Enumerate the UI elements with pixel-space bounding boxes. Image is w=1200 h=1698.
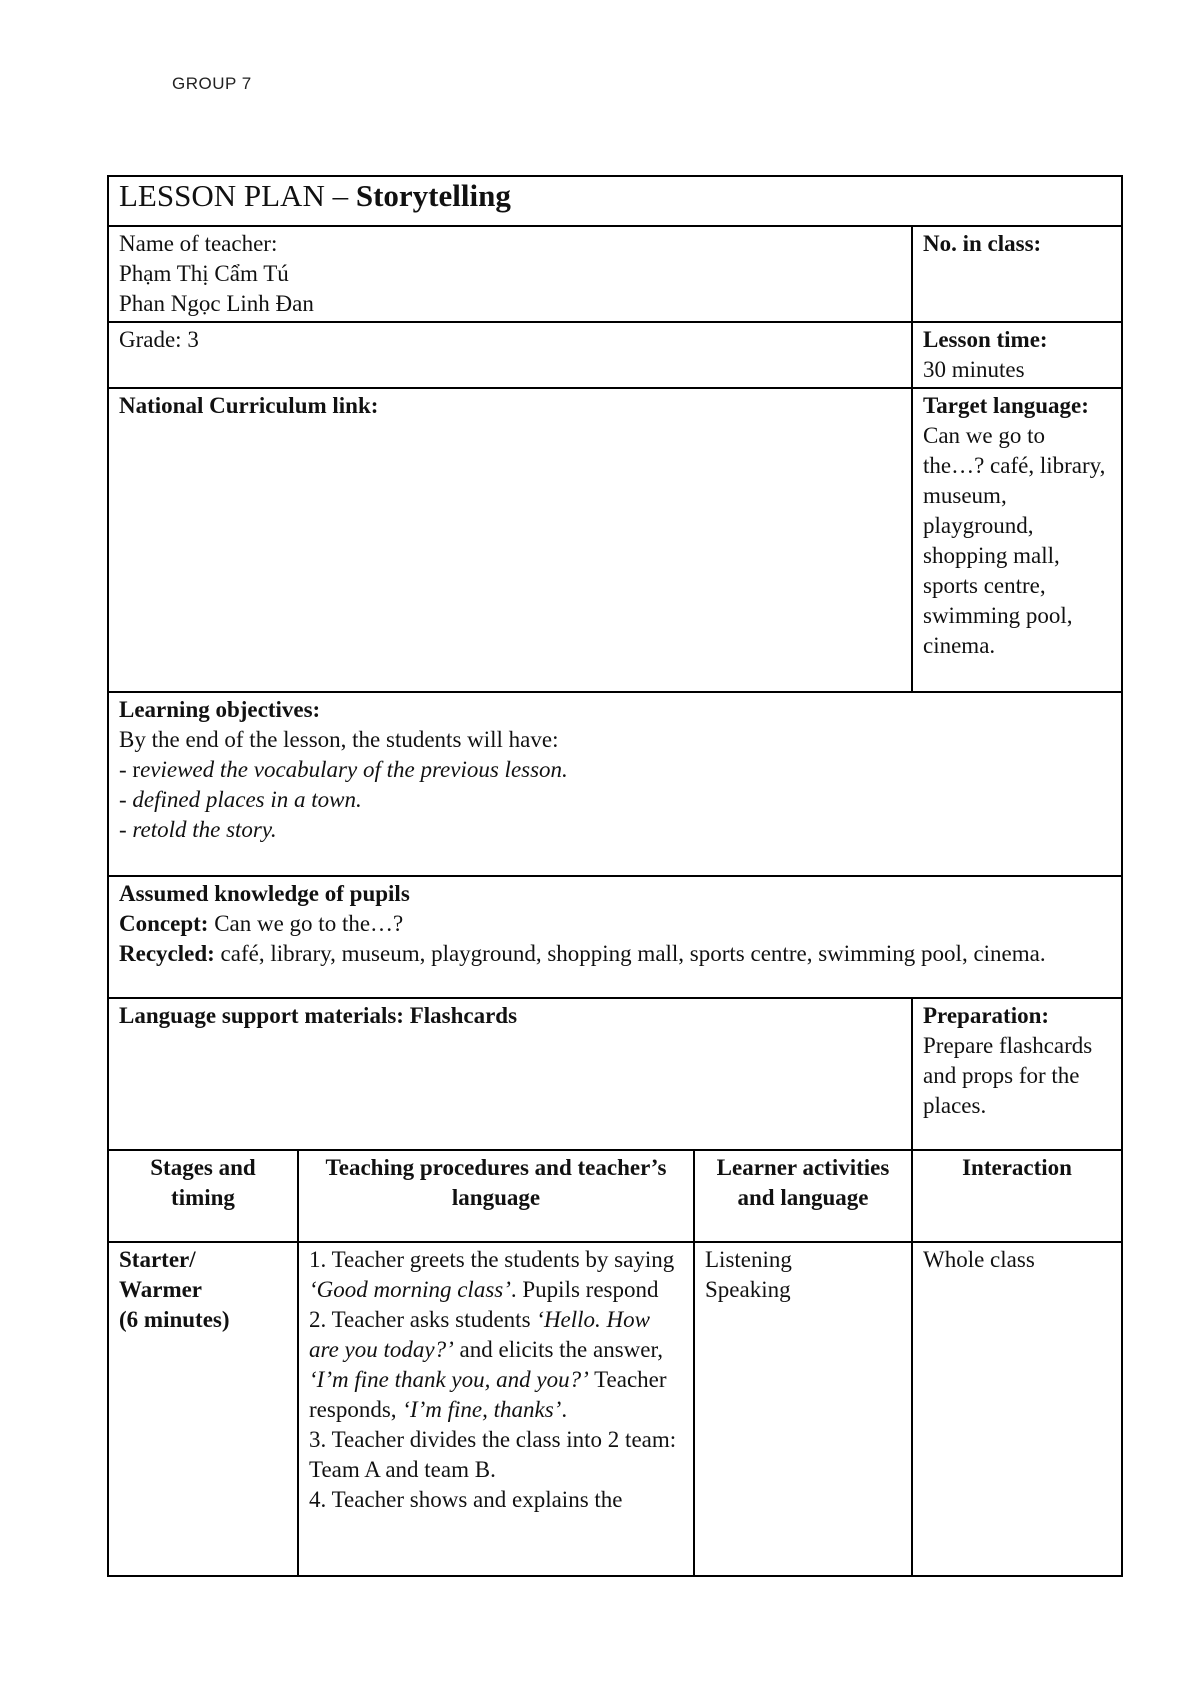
preparation-text: Prepare flashcards and props for the places. <box>923 1033 1093 1118</box>
title-row <box>108 176 1122 226</box>
learner-activity: Speaking <box>705 1277 791 1302</box>
recycled-text: café, library, museum, playground, shopping mall, sports centre, swimming pool, cinema. <box>214 941 1046 966</box>
lesson-time-label: Lesson time: <box>923 327 1048 352</box>
starter-procedures-cell <box>298 1242 694 1576</box>
procedure-step-2 <box>309 1305 683 1425</box>
procedure-text: Teacher responds, <box>309 1367 667 1422</box>
header-stages: Stages and timing <box>108 1150 298 1242</box>
teacher-cell <box>108 226 912 322</box>
curriculum-row <box>108 388 1122 692</box>
target-language-label: Target language: <box>923 393 1089 418</box>
stage-line: Starter/ <box>119 1247 196 1272</box>
objective-item: - retold the story. <box>119 817 277 842</box>
curriculum-label: National Curriculum link: <box>119 393 379 418</box>
objective-text: eviewed the vocabulary of the previous lesson. <box>140 757 568 782</box>
stage-line: (6 minutes) <box>119 1307 230 1332</box>
objective-dash: - r <box>119 757 141 782</box>
procedure-step-3: 3. Teacher divides the class into 2 team: Team A and team B. <box>309 1427 677 1482</box>
starter-row <box>108 1242 1122 1576</box>
objectives-label: Learning objectives: <box>119 697 321 722</box>
header-learner: Learner activities and language <box>694 1150 912 1242</box>
preparation-label: Preparation: <box>923 1003 1050 1028</box>
objectives-row <box>108 692 1122 876</box>
starter-interaction-cell <box>912 1242 1122 1576</box>
objective-item <box>119 755 1111 785</box>
procedure-text: . Pupils respond <box>510 1277 659 1302</box>
target-language-text: Can we go to the…? café, library, museum, playground, shopping mall, sports centre, swimming pool, cinema. <box>923 423 1106 658</box>
procedure-quote: ‘Good morning class’ <box>309 1277 511 1302</box>
grade-cell <box>108 322 912 388</box>
interaction-text: Whole class <box>923 1247 1035 1272</box>
procedure-text: . <box>561 1397 568 1422</box>
concept-text: Can we go to the…? <box>208 911 404 936</box>
class-no-cell <box>912 226 1122 322</box>
lesson-time-value: 30 minutes <box>923 357 1025 382</box>
objective-item: - defined places in a town. <box>119 787 362 812</box>
concept-label: Concept: <box>119 911 209 936</box>
concept-line <box>119 909 1111 939</box>
procedure-text: 1. Teacher greets the students by saying <box>309 1247 675 1272</box>
curriculum-cell <box>108 388 912 692</box>
procedure-quote: ‘I’m fine thank you, and you?’ <box>309 1367 589 1392</box>
objectives-cell <box>108 692 1122 876</box>
teacher-row <box>108 226 1122 322</box>
assumed-cell <box>108 876 1122 998</box>
recycled-line <box>119 939 1111 969</box>
materials-label: Language support materials: Flashcards <box>119 1003 518 1028</box>
lesson-plan-table <box>107 175 1123 1577</box>
starter-stage-cell <box>108 1242 298 1576</box>
header-interaction: Interaction <box>912 1150 1122 1242</box>
lesson-time-cell <box>912 322 1122 388</box>
recycled-label: Recycled: <box>119 941 215 966</box>
teacher-name-2: Phan Ngọc Linh Đan <box>119 291 314 316</box>
title-topic: Storytelling <box>355 178 511 213</box>
procedure-text: 2. Teacher asks students <box>309 1307 537 1332</box>
class-no-label: No. in class: <box>923 231 1042 256</box>
stages-header-row <box>108 1150 1122 1242</box>
assumed-row <box>108 876 1122 998</box>
title-prefix: LESSON PLAN – <box>119 178 356 213</box>
grade-text: Grade: 3 <box>119 327 199 352</box>
materials-cell <box>108 998 912 1150</box>
materials-row <box>108 998 1122 1150</box>
preparation-cell <box>912 998 1122 1150</box>
lesson-plan-title <box>108 176 1122 226</box>
grade-row <box>108 322 1122 388</box>
group-label: GROUP 7 <box>172 74 252 93</box>
objectives-intro: By the end of the lesson, the students will have: <box>119 727 559 752</box>
learner-activity: Listening <box>705 1247 792 1272</box>
target-language-cell <box>912 388 1122 692</box>
procedure-step-1 <box>309 1245 683 1305</box>
starter-learner-cell <box>694 1242 912 1576</box>
procedure-quote: ‘I’m fine, thanks’ <box>402 1397 562 1422</box>
stage-line: Warmer <box>119 1277 203 1302</box>
teacher-label: Name of teacher: <box>119 231 278 256</box>
header-procedures: Teaching procedures and teacher’s language <box>298 1150 694 1242</box>
teacher-name-1: Phạm Thị Cẩm Tú <box>119 261 289 286</box>
assumed-label: Assumed knowledge of pupils <box>119 881 410 906</box>
procedure-step-4: 4. Teacher shows and explains the <box>309 1487 623 1512</box>
procedure-text: and elicits the answer, <box>453 1337 663 1362</box>
procedure-quote: ‘Hello. How are you today?’ <box>309 1307 650 1362</box>
